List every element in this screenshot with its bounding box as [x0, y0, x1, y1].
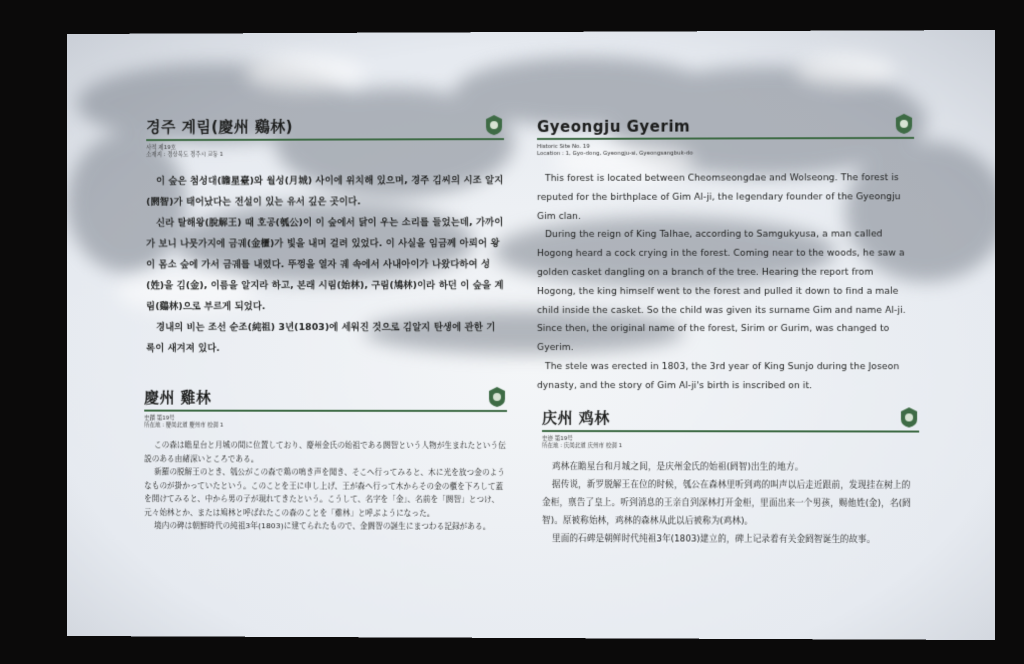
- japanese-paragraph: 新羅の脱解王のとき、瓠公がこの森で鶏の鳴き声を聞き、そこへ行ってみると、木に光を放つ金のようなものが掛かっていたという。このことを王に申し上げ、王が森へ行って木からその金の櫃を下ろして蓋を開けてみると、中から男の子が現れてきたという。こうして、名字を「金」、名前を「閼智」とつけ、元々始林とか、または鳩林と呼ばれたこの森のことを「雞林」と呼ぶようになった。: [144, 467, 506, 518]
- korean-paragraph: 신라 탈해왕(脫解王) 때 호공(瓠公)이 이 숲에서 닭이 우는 소리를 들었는데, 가까이 가 보니 나뭇가지에 금궤(金櫃)가 빛을 내며 걸려 있었다. 이 사실을 임금께 아뢰어 왕이 몸소 숲에 가서 금궤를 내렸다. 뚜껑을 열자 궤 속에서 사내아이가 나왔다하여 성(姓)을 김(金), 이름을 알지라 하고, 본래 시림(始林), 구림(鳩林)이라 하던 이 숲을 계림(鷄林)으로 부르게 되었다.: [146, 217, 504, 313]
- chinese-paragraph: 鸡林在瞻星台和月城之间，是庆州金氏的始祖(阏智)出生的地方。: [552, 462, 804, 473]
- information-board: [67, 30, 995, 640]
- chinese-paragraph: 据传说，新罗脱解王在位的时候，瓠公在森林里听到鸡的叫声以后走近跟前，发现挂在树上的金柜，禀告了皇上。听到消息的王亲自到深林打开金柜，里面出来一个男孩，赐他姓(金)，名(阏智)。原被称始林，鸡林的森林从此以后被称为(鸡林)。: [542, 480, 911, 527]
- korean-section: [146, 114, 504, 359]
- english-paragraph: The stele was erected in 1803, the 3rd year of King Sunjo during the Joseon dynasty, and the story of Gim Al-ji's birth is inscribed on it.: [536, 361, 900, 391]
- cultural-heritage-emblem-icon: [484, 114, 504, 136]
- korean-paragraph: 이 숲은 첨성대(瞻星臺)와 월성(月城) 사이에 위치해 있으며, 경주 김씨의 시조 알지(閼智)가 태어났다는 전설이 있는 유서 깊은 곳이다.: [146, 175, 504, 208]
- cultural-heritage-emblem-icon: [487, 386, 507, 408]
- japanese-title-rule: [144, 410, 507, 412]
- japanese-paragraph: この森は瞻星台と月城の間に位置しており、慶州金氏の始祖である閼智という人物が生まれたという伝説のある由緒深いところである。: [144, 440, 506, 463]
- english-section: [537, 113, 914, 396]
- korean-title: 경주 계림(慶州 鷄林): [146, 117, 293, 137]
- korean-title-rule: [146, 138, 504, 141]
- japanese-meta: 史蹟 第19号 所在地 : 慶尚北道 慶州市 校洞 1: [144, 415, 224, 429]
- japanese-section: [144, 386, 507, 534]
- japanese-body: [144, 438, 507, 533]
- english-paragraph: This forest is located between Cheomseongdae and Wolseong. The forest is reputed for the birthplace of Gim Al-ji, the legendary founder of the Gyeongju Gim clan.: [536, 173, 901, 222]
- chinese-body: [542, 458, 919, 549]
- chinese-title-rule: [542, 430, 919, 433]
- english-title-rule: [537, 137, 914, 140]
- japanese-paragraph: 境内の碑は朝鮮時代の純祖3年(1803)に建てられたもので、金閼智の誕生にまつわる記録がある。: [154, 520, 491, 531]
- english-body: [537, 169, 914, 396]
- korean-meta: 사적 제19호 소재지 : 경상북도 경주시 교동 1: [146, 144, 224, 158]
- english-meta: Historic Site No. 19 Location : 1, Gyo-dong, Gyeongju-si, Gyeongsangbuk-do: [536, 143, 693, 157]
- cultural-heritage-emblem-icon: [894, 113, 914, 135]
- cultural-heritage-emblem-icon: [899, 406, 919, 428]
- japanese-title: 慶州 雞林: [144, 388, 212, 407]
- korean-paragraph: 경내의 비는 조선 순조(純祖) 3년(1803)에 세워진 것으로 김알지 탄생에 관한 기록이 새겨져 있다.: [146, 322, 496, 354]
- chinese-paragraph: 里面的石碑是朝鲜时代纯祖3年(1803)建立的，碑上记录着有关金阏智诞生的故事。: [552, 534, 876, 546]
- english-title: Gyeongju Gyerim: [536, 117, 691, 136]
- korean-body: [146, 170, 504, 359]
- chinese-title: 庆州 鸡林: [542, 409, 610, 428]
- chinese-section: [542, 406, 919, 549]
- chinese-meta: 史迹 第19号 所在地 : 庆尚北道 庆州市 校洞 1: [542, 436, 623, 450]
- english-paragraph: During the reign of King Talhae, according to Samgukyusa, a man called Hogong heard a cock crying in the forest. Coming near to the woods, he saw a golden casket dangling on a branch of the tree. Hearing the report from Hogong, the king himself went to the forest and pulled it down to find a male child inside the casket. So the child was given its surname Gim and name Al-ji. Since then, the original name of the forest, Sirim or Gurim, was changed to Gyerim.: [536, 229, 906, 354]
